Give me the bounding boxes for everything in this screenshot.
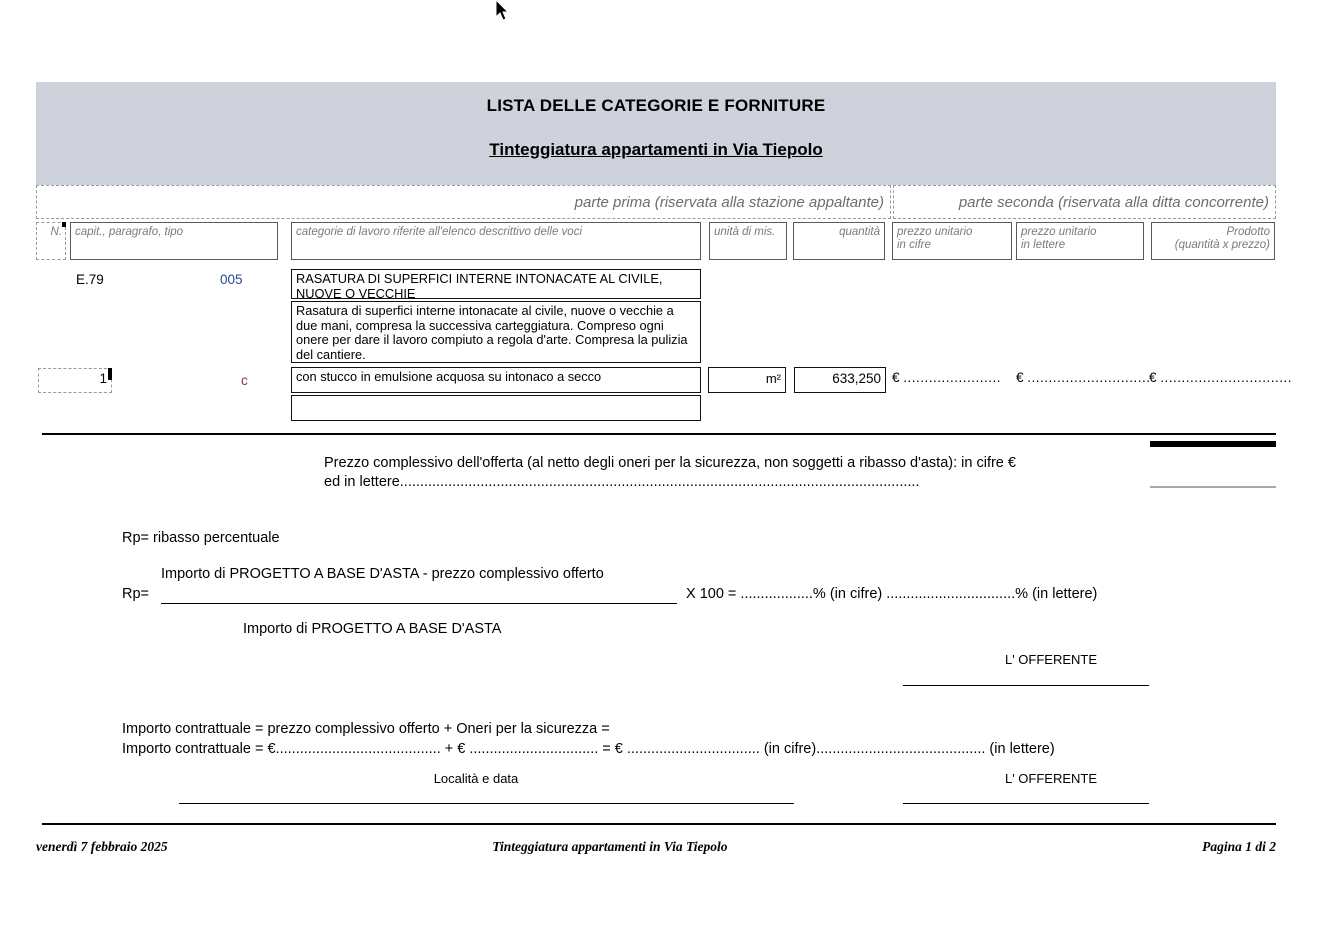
importo-contrattuale-block	[122, 719, 1055, 759]
item-quantity-cell: 633,250	[794, 367, 886, 393]
item-variant-cell: con stucco in emulsione acquosa su intonaco a secco	[291, 367, 701, 393]
prezzo-complessivo-block	[324, 454, 1084, 492]
footer-document-name: Tinteggiatura appartamenti in Via Tiepolo	[492, 839, 728, 854]
prezzo-cifre-line1: prezzo unitario	[897, 226, 973, 238]
offerente-signature-line-1[interactable]	[903, 685, 1149, 686]
column-header-prezzo-lettere	[1016, 222, 1144, 260]
column-header-prodotto	[1151, 222, 1275, 260]
localita-e-data-line[interactable]	[179, 803, 794, 804]
localita-e-data-label: Località e data	[433, 771, 519, 786]
parte-prima-label: parte prima (riservata alla stazione appaltante)	[574, 193, 884, 211]
column-header-quantita: quantità	[793, 222, 885, 260]
column-header-capitolo: capit., paragrafo, tipo	[70, 222, 278, 260]
euro-symbol-1: €	[892, 370, 900, 385]
euro-symbol-2: €	[1016, 370, 1024, 385]
ribasso-fraction-bar	[161, 603, 677, 604]
document-page	[36, 82, 1293, 854]
prezzo-complessivo-line1: Prezzo complessivo dell'offerta (al netto degli oneri per la sicurezza, non soggetti a ribasso d'asta): in cifre €	[324, 455, 1016, 471]
item-code-paragraph: 005	[220, 272, 243, 287]
footer-divider-rule	[42, 823, 1276, 825]
page-footer	[36, 839, 1276, 855]
ribasso-definition: Rp= ribasso percentuale	[122, 530, 280, 546]
parte-seconda-label: parte seconda (riservata alla ditta concorrente)	[958, 193, 1269, 211]
item-prezzo-cifre-field[interactable]	[892, 370, 1001, 385]
importo-contrattuale-line1: Importo contrattuale = prezzo complessivo offerto + Oneri per la sicurezza =	[122, 721, 610, 737]
footer-page-number: Pagina 1 di 2	[1202, 839, 1276, 854]
parte-seconda-cell	[893, 185, 1276, 219]
offerente-signature-line-2[interactable]	[903, 803, 1149, 804]
prodotto-dots: ...............................	[1160, 370, 1293, 385]
offerente-label-2: L' OFFERENTE	[1004, 771, 1098, 786]
prodotto-line2: (quantità x prezzo)	[1174, 239, 1270, 251]
item-unit-cell: m²	[708, 367, 786, 393]
total-amount-underline	[1150, 486, 1276, 488]
importo-contrattuale-line2[interactable]: Importo contrattuale = €......................................... + € ................................ = € ................................. (in cifre).......................................... (in lettere)	[122, 741, 1055, 757]
page-subtitle: Tinteggiatura appartamenti in Via Tiepolo	[489, 140, 823, 159]
item-prodotto-field[interactable]	[1149, 370, 1292, 385]
item-empty-cell	[291, 395, 701, 421]
section-divider-rule	[42, 433, 1276, 435]
document-header-band	[36, 82, 1276, 185]
offerente-label-1: L' OFFERENTE	[1004, 652, 1098, 667]
column-header-unita: unità di mis.	[709, 222, 787, 260]
prezzo-lettere-line1: prezzo unitario	[1021, 226, 1097, 238]
mouse-cursor	[496, 0, 510, 22]
column-header-prezzo-cifre	[892, 222, 1012, 260]
prezzo-lettere-dots: .............................	[1027, 370, 1151, 385]
item-code-chapter: E.79	[76, 272, 104, 287]
column-header-n: N.	[36, 222, 66, 260]
euro-symbol-3: €	[1149, 370, 1157, 385]
item-description-cell: Rasatura di superfici interne intonacate al civile, nuove o vecchie a due mani, compresa la successiva carteggiatura. Compreso ogni onere per dare il lavoro compiuto a regola d'arte. Compresa la pulizia del cantiere.	[291, 301, 701, 363]
prodotto-line1: Prodotto	[1226, 226, 1270, 238]
item-code-type: c	[241, 373, 248, 388]
prezzo-lettere-line2: in lettere	[1021, 239, 1066, 251]
total-amount-bar	[1150, 441, 1276, 447]
item-prezzo-lettere-field[interactable]	[1016, 370, 1151, 385]
column-header-descrizione: categorie di lavoro riferite all'elenco descrittivo delle voci	[291, 222, 701, 260]
parte-prima-cell	[36, 185, 891, 219]
prezzo-cifre-dots: .......................	[903, 370, 1002, 385]
prezzo-complessivo-line2[interactable]: ed in lettere.................................................................................................................................	[324, 474, 920, 490]
item-number-field[interactable]: 1	[38, 368, 112, 393]
table-row	[36, 269, 1293, 429]
ribasso-numerator: Importo di PROGETTO A BASE D'ASTA - prezzo complessivo offerto	[161, 566, 604, 582]
ribasso-rp-equals: Rp=	[122, 586, 150, 602]
table-column-header-row	[36, 222, 1276, 264]
footer-date: venerdì 7 febbraio 2025	[36, 839, 168, 854]
parts-caption-row	[36, 185, 1276, 219]
item-title-cell: RASATURA DI SUPERFICI INTERNE INTONACATE AL CIVILE, NUOVE O VECCHIE	[291, 269, 701, 299]
prezzo-cifre-line2: in cifre	[897, 239, 931, 251]
page-title: LISTA DELLE CATEGORIE E FORNITURE	[486, 96, 826, 115]
ribasso-right-formula[interactable]: X 100 = ..................% (in cifre) ................................% (in lettere)	[686, 586, 1098, 602]
ribasso-denominator: Importo di PROGETTO A BASE D'ASTA	[243, 621, 502, 637]
